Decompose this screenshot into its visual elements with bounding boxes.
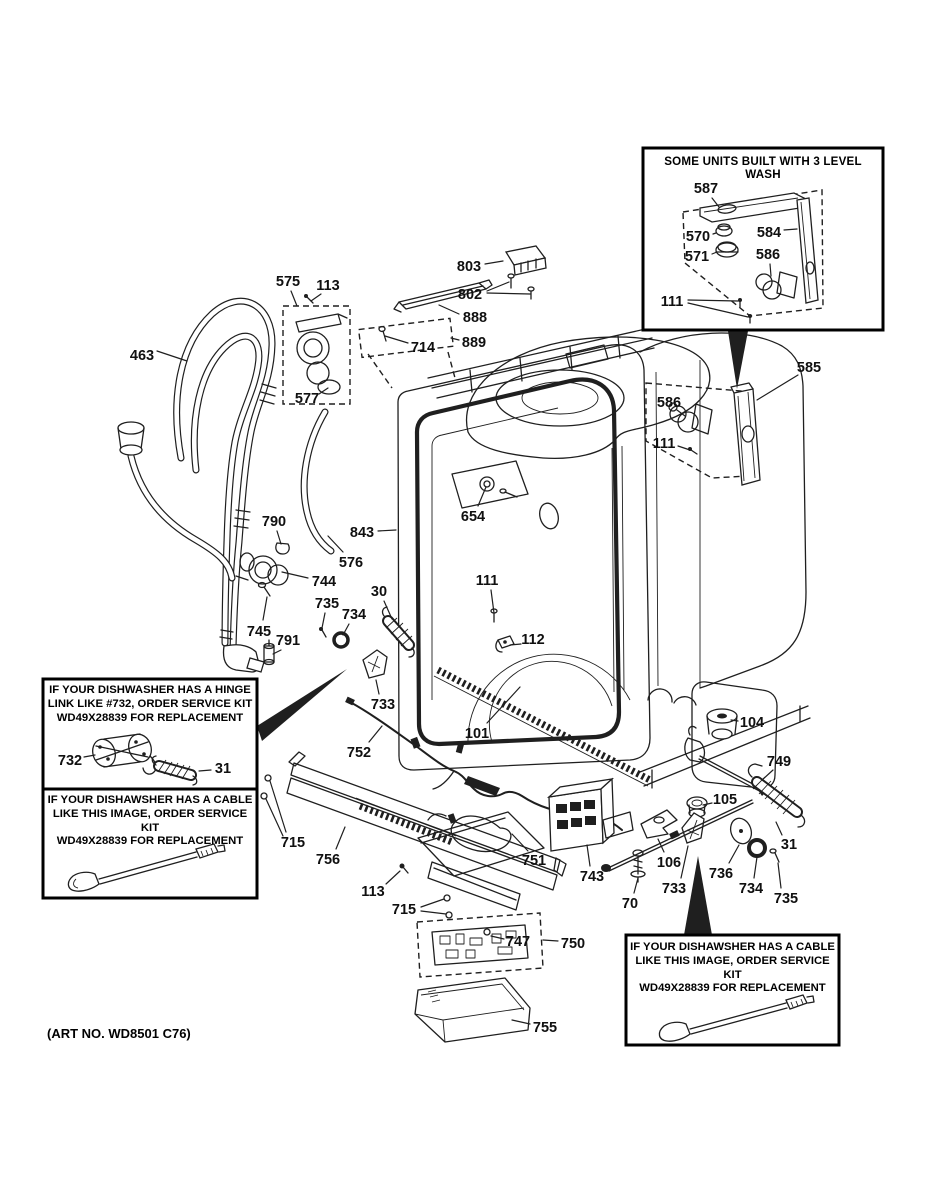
leader-line-733 [376, 680, 379, 694]
leader-line-733 [681, 846, 688, 878]
callout-751: 751 [521, 853, 547, 869]
leader-line-752 [369, 726, 382, 742]
callout-31: 31 [214, 761, 232, 777]
callout-889: 889 [461, 335, 487, 351]
leader-line-735 [778, 863, 781, 888]
leader-line-751 [512, 834, 528, 851]
callout-714: 714 [410, 340, 436, 356]
callout-101: 101 [464, 726, 490, 742]
leader-line-756 [336, 827, 345, 849]
leader-line-575 [291, 291, 297, 306]
inset-hinge-title [46, 684, 254, 725]
vent-assembly-sketch [283, 294, 350, 404]
leader-line-843 [378, 530, 396, 531]
callout-577: 577 [294, 391, 320, 407]
callout-575: 575 [275, 274, 301, 290]
leader-line-802 [487, 293, 530, 294]
top-parts-sketch [359, 246, 546, 388]
callout-744: 744 [311, 574, 337, 590]
callout-576: 576 [338, 555, 364, 571]
leader-line-888 [439, 305, 459, 314]
callout-463: 463 [129, 348, 155, 364]
leader-line-749 [762, 770, 773, 780]
callout-31: 31 [780, 837, 798, 853]
callout-749: 749 [766, 754, 792, 770]
callout-750: 750 [560, 936, 586, 952]
cable-left-title-line2: LIKE THIS IMAGE, ORDER SERVICE KIT [52, 807, 248, 834]
art-number: (ART NO. WD8501 C76) [47, 1026, 191, 1041]
callout-586: 586 [755, 247, 781, 263]
cable-right-title-line2: LIKE THIS IMAGE, ORDER SERVICE KIT [635, 954, 830, 981]
callout-747: 747 [505, 934, 531, 950]
callout-803: 803 [456, 259, 482, 275]
callout-732: 732 [57, 753, 83, 769]
callout-843: 843 [349, 525, 375, 541]
callout-733: 733 [370, 697, 396, 713]
leader-line-750 [543, 940, 558, 941]
callout-734: 734 [738, 881, 764, 897]
leader-line-745 [263, 597, 267, 620]
callout-791: 791 [275, 633, 301, 649]
callout-734: 734 [341, 607, 367, 623]
leader-line-747 [491, 936, 504, 939]
callout-743: 743 [579, 869, 605, 885]
callout-736: 736 [708, 866, 734, 882]
leader-line-715 [421, 899, 444, 907]
leader-line-70 [634, 878, 638, 893]
callout-888: 888 [462, 310, 488, 326]
callout-585: 585 [796, 360, 822, 376]
leader-line-714 [385, 336, 408, 343]
leader-line-585 [757, 375, 798, 400]
callout-715: 715 [280, 835, 306, 851]
inset-3level-title-text: SOME UNITS BUILT WITH 3 LEVEL WASH [664, 155, 862, 181]
door-frame-sketch [398, 345, 650, 786]
leader-line-31 [776, 822, 782, 835]
callout-735: 735 [314, 596, 340, 612]
cable-right-title-line1: IF YOUR DISHAWSHER HAS A CABLE [630, 941, 835, 953]
leader-line-790 [277, 531, 281, 544]
callout-70: 70 [621, 896, 639, 912]
leader-line-113 [311, 294, 321, 301]
callout-112: 112 [521, 632, 545, 648]
callout-756: 756 [315, 852, 341, 868]
leader-line-113 [386, 871, 400, 884]
callout-111: 111 [660, 294, 684, 310]
inset-cable-right-title [629, 941, 836, 996]
callout-790: 790 [261, 514, 287, 530]
callout-571: 571 [684, 249, 710, 265]
hinge-title-line2: LINK LIKE #732, ORDER SERVICE KIT [47, 697, 253, 710]
callout-113: 113 [361, 884, 385, 900]
leader-line-715 [266, 799, 283, 836]
leader-line-755 [512, 1020, 530, 1024]
callout-584: 584 [756, 225, 782, 241]
callout-106: 106 [656, 855, 682, 871]
callout-111: 111 [475, 573, 499, 589]
tub-sketch [464, 333, 810, 817]
leader-line-735 [322, 613, 325, 628]
leader-line-736 [729, 845, 739, 863]
callout-733: 733 [661, 881, 687, 897]
callout-111: 111 [652, 436, 676, 452]
callout-30: 30 [370, 584, 388, 600]
callout-735: 735 [773, 891, 799, 907]
hinge-title-line1: IF YOUR DISHWASHER HAS A HINGE [49, 684, 251, 696]
callout-802: 802 [457, 287, 483, 303]
leader-line-715 [421, 911, 446, 914]
callout-715: 715 [391, 902, 417, 918]
leader-line-743 [587, 845, 590, 866]
callout-105: 105 [712, 792, 738, 808]
leader-line-111 [678, 446, 690, 450]
callout-570: 570 [685, 229, 711, 245]
inset-3level-title [647, 155, 879, 181]
leader-line-744 [282, 572, 308, 578]
callout-745: 745 [246, 624, 272, 640]
leader-line-803 [485, 261, 503, 264]
callout-113: 113 [316, 278, 340, 294]
cable-left-title-line3: WD49X28839 FOR REPLACEMENT [56, 835, 244, 848]
callout-752: 752 [346, 745, 372, 761]
access-panel-sketch [261, 752, 566, 918]
leader-line-734 [754, 857, 757, 878]
callout-755: 755 [532, 1020, 558, 1036]
callout-654: 654 [460, 509, 486, 525]
inset-cable-left-title [46, 794, 254, 849]
hinge-title-line3: WD49X28839 FOR REPLACEMENT [56, 711, 244, 724]
cable-right-title-line3: WD49X28839 FOR REPLACEMENT [639, 982, 826, 995]
callout-104: 104 [739, 715, 765, 731]
cable-left-title-line1: IF YOUR DISHAWSHER HAS A CABLE [47, 794, 253, 806]
callout-586: 586 [656, 395, 682, 411]
callout-587: 587 [693, 181, 719, 197]
